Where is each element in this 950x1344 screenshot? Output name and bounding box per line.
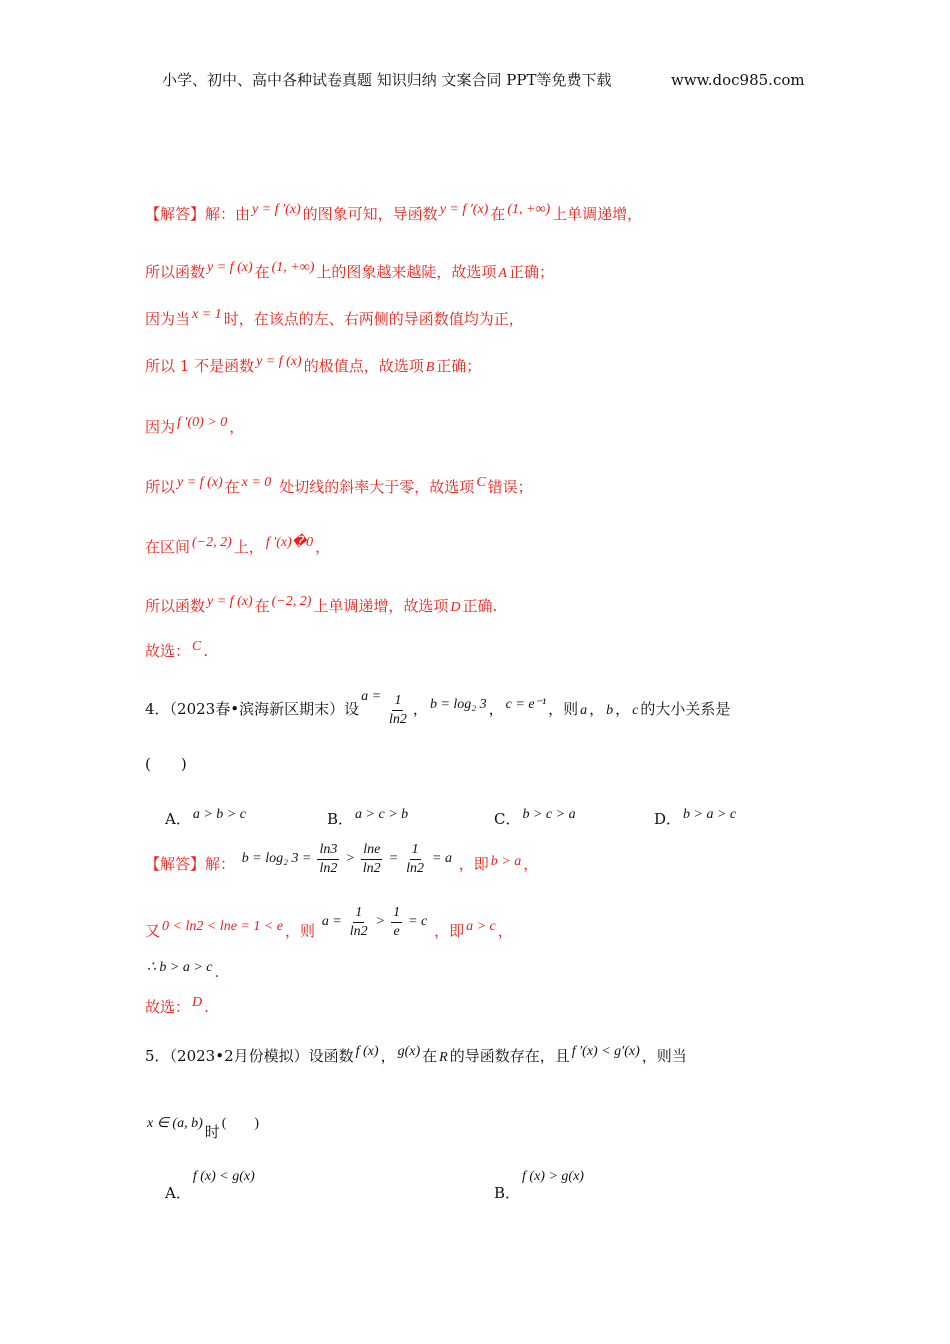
- text: 的图象可知，导函数: [302, 205, 438, 223]
- math: R: [439, 1050, 448, 1065]
- option-label: D．: [654, 810, 682, 828]
- math: f ′(x) < g′(x): [571, 1044, 640, 1059]
- text: 的大小关系是: [640, 700, 731, 718]
- math: (1, +∞): [271, 260, 315, 275]
- header-url-text: www.doc985.com: [671, 71, 805, 89]
- denominator: ln2: [406, 860, 425, 876]
- math: y = f (x): [256, 354, 302, 369]
- math: B: [425, 360, 435, 375]
- option-label: A．: [165, 1184, 191, 1202]
- option-a: [165, 805, 248, 829]
- solution-line-8: [145, 592, 497, 618]
- text: ，: [615, 700, 631, 718]
- q4-solution-line-1: [145, 839, 538, 883]
- solution-line-7: [145, 533, 330, 557]
- text: .: [203, 642, 209, 660]
- text: 的导函数存在，且: [449, 1047, 570, 1065]
- math: f ′(x)�0: [265, 535, 314, 550]
- math: f (x) < g(x): [192, 1169, 255, 1184]
- text: 错误；: [487, 478, 533, 496]
- denominator: ln2: [349, 923, 368, 939]
- denominator: ln2: [362, 860, 381, 876]
- text: ，: [589, 700, 605, 718]
- text: 4．（2023春•滨海新区期末）设: [145, 700, 360, 718]
- numerator: 1: [392, 692, 403, 711]
- fraction: [315, 841, 341, 878]
- text: ，: [488, 700, 504, 718]
- text: 又: [145, 922, 161, 940]
- math: b > c > a: [522, 807, 576, 822]
- denominator: e: [393, 923, 400, 939]
- text: 在: [254, 597, 270, 615]
- text: ，则当: [641, 1047, 687, 1065]
- math: c = e⁻¹: [505, 697, 547, 712]
- math: b > a: [490, 854, 522, 869]
- math: =: [388, 851, 399, 866]
- math: D: [450, 600, 461, 615]
- math: a > c: [466, 919, 496, 934]
- q4-solution-line-2: [145, 902, 513, 950]
- math: x ∈ (a, b): [147, 1116, 203, 1131]
- text: ，: [412, 700, 428, 718]
- text: 在: [254, 263, 270, 281]
- math: = a: [432, 851, 452, 866]
- math: >: [375, 914, 386, 929]
- math: C: [192, 639, 202, 654]
- text: 正确；: [508, 263, 554, 281]
- solution-line-5: [145, 413, 244, 437]
- fraction: [385, 692, 411, 729]
- math: (−2, 2): [192, 535, 232, 550]
- numerator: ln3: [317, 841, 339, 860]
- fraction: [346, 904, 372, 941]
- option-b: [327, 805, 410, 829]
- numerator: 1: [391, 904, 402, 923]
- math: y = f ′(x): [252, 202, 301, 217]
- text: 因为当: [145, 310, 191, 328]
- fraction: [389, 904, 404, 941]
- math: >: [345, 851, 355, 866]
- text: ，: [523, 855, 539, 873]
- text: .: [214, 963, 220, 981]
- fraction: [359, 841, 385, 878]
- math: a > b > c: [192, 807, 246, 822]
- solution-line-2: [145, 258, 554, 284]
- math: 0 < ln2 < lne = 1 < e: [162, 919, 284, 934]
- math: x = 0: [241, 475, 272, 490]
- text: ，: [229, 418, 245, 436]
- text: 所以函数: [145, 263, 206, 281]
- option-label: C．: [494, 810, 521, 828]
- math: a =: [361, 689, 382, 704]
- text: 在: [422, 1047, 438, 1065]
- question-4-paren: [145, 754, 187, 774]
- question-5-line-2: [145, 1114, 261, 1142]
- math: b: [606, 703, 614, 718]
- option-c: [494, 805, 578, 829]
- math: (1, +∞): [507, 202, 551, 217]
- math: A: [498, 266, 507, 281]
- text: 5．（2023•2月份模拟）设函数: [145, 1047, 354, 1065]
- text: 处切线的斜率大于零，故选项: [279, 478, 475, 496]
- text: ，: [315, 538, 331, 556]
- text: ，则: [285, 922, 316, 940]
- math: y = f (x): [177, 475, 223, 490]
- solution-line-4: [145, 352, 481, 378]
- numerator: 1: [410, 841, 421, 860]
- text: 的极值点，故选项: [303, 357, 424, 375]
- math: ( ): [221, 1116, 260, 1131]
- math: x = 1: [192, 307, 222, 322]
- text: 在: [490, 205, 506, 223]
- text: 故选：: [145, 998, 191, 1016]
- numerator: 1: [353, 904, 364, 923]
- text: 上单调递增，故选项: [313, 597, 449, 615]
- text: ，: [380, 1047, 396, 1065]
- page-header: [162, 70, 612, 90]
- text: 所以: [145, 478, 176, 496]
- text: 所以函数: [145, 597, 206, 615]
- header-text: 小学、初中、高中各种试卷真题 知识归纳 文案合同 PPT等免费下载: [162, 71, 612, 89]
- math: y = f (x): [207, 594, 253, 609]
- text: 【解答】解：由: [145, 205, 251, 223]
- text: ，则: [548, 700, 579, 718]
- text: 上，: [233, 538, 264, 556]
- text: ，即: [458, 855, 489, 873]
- math: (−2, 2): [271, 594, 312, 609]
- text: 因为: [145, 418, 176, 436]
- math: f (x): [355, 1044, 379, 1059]
- q5-option-a: [165, 1160, 257, 1210]
- text: 正确.: [462, 597, 498, 615]
- question-4-stem: [145, 678, 730, 730]
- solution-answer: [145, 637, 208, 661]
- math: C: [476, 475, 486, 490]
- text: 时，在该点的左、右两侧的导函数值均为正，: [223, 310, 524, 328]
- math: = c: [408, 914, 428, 929]
- math: y = f ′(x): [439, 202, 489, 217]
- text: ，: [497, 922, 513, 940]
- math: c: [632, 703, 639, 718]
- text: 故选：: [145, 642, 191, 660]
- solution-line-6: [145, 473, 533, 497]
- text: 在: [224, 478, 240, 496]
- header-url: [671, 70, 805, 90]
- text: 【解答】解：: [145, 855, 236, 873]
- q4-solution-line-3: [145, 958, 219, 982]
- math: b = log₂ 3 =: [241, 851, 312, 866]
- math: b > a > c: [683, 807, 737, 822]
- q4-solution-math-2: [320, 904, 434, 939]
- math: ∴ b > a > c: [147, 960, 213, 975]
- math: b = log₂ 3: [429, 697, 487, 712]
- math: f (x) > g(x): [522, 1169, 584, 1184]
- solution-line-1: [145, 200, 642, 224]
- option-label: B．: [327, 810, 354, 828]
- text: ( ): [145, 755, 187, 773]
- denominator: ln2: [389, 711, 407, 727]
- option-label: B．: [494, 1184, 521, 1202]
- option-label: A．: [165, 810, 191, 828]
- q4-solution-math-1: [240, 841, 459, 876]
- math: f ′(0) > 0: [177, 415, 228, 430]
- text: .: [204, 998, 209, 1016]
- q4-answer: [145, 993, 209, 1017]
- numerator: lne: [361, 841, 382, 860]
- fraction: [402, 841, 428, 878]
- text: 所以 1 不是函数: [145, 357, 255, 375]
- denominator: ln2: [319, 860, 338, 876]
- text: 上的图象越来越陡，故选项: [316, 263, 497, 281]
- math: g(x): [397, 1044, 421, 1059]
- text: 在区间: [145, 538, 191, 556]
- q5-option-b: [494, 1160, 586, 1210]
- math: D: [192, 995, 203, 1010]
- math: a =: [321, 914, 342, 929]
- math: y = f (x): [207, 260, 253, 275]
- solution-line-3: [145, 305, 524, 329]
- math: a: [580, 703, 588, 718]
- text: ，即: [434, 922, 465, 940]
- text: 时: [204, 1123, 220, 1141]
- question-5-stem: [145, 1042, 687, 1068]
- text: 上单调递增，: [552, 205, 643, 223]
- option-d: [654, 805, 738, 829]
- math: a > c > b: [355, 807, 409, 822]
- text: 正确；: [436, 357, 482, 375]
